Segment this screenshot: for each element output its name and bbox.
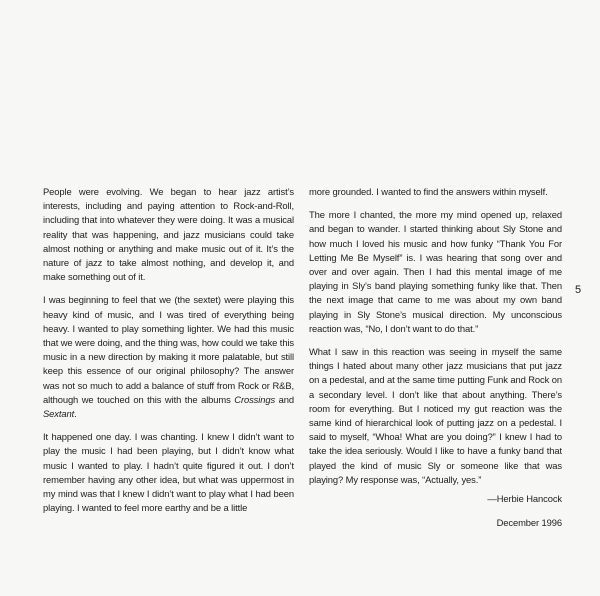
album-title: Crossings xyxy=(234,393,276,405)
paragraph: It happened one day. I was chanting. I knew I didn’t want to play the music I had been playing, but I didn’t know what music I wanted to play. I hadn’t quite figured it out. I don’t remember having any other idea, but what was uppermost in my mind was that I knew I didn’t want to play what I had been playing. I wanted to feel more earthy and be a little xyxy=(43,431,294,514)
page-number: 5 xyxy=(575,284,582,296)
paragraph-text: I was beginning to feel that we (the sextet) were playing this heavy kind of music, and I was tired of everything being heavy. I wanted to play something lighter. We had this music that we were doing, and the thing was, how could we take this music in a new direction by making it more palatable, but still keep this essence of our original philosophy? The answer was not so much to add a balance of stuff from Rock or R&B, although we touched on this with the albums xyxy=(43,294,294,405)
paragraph-text: . xyxy=(74,408,77,420)
left-column xyxy=(43,185,294,524)
paragraph: What I saw in this reaction was seeing in myself the same things I hated about many other jazz musicians that put jazz on a pedestal, and at the same time putting Funk and Rock on a secondary level. I don’t like that about anything. There’s room for everything. But I noticed my gut reaction was the same kind of hierarchical look of putting jazz on a pedestal. I said to myself, “Whoa! What are you doing?” I knew I had to take the idea seriously. Would I like to have a funky band that played the kind of music Sly or someone like that was playing? My response was, “Actually, yes.” xyxy=(309,346,562,485)
right-column xyxy=(309,185,562,539)
album-title: Sextant xyxy=(43,408,75,420)
signature-date: December 1996 xyxy=(496,516,562,528)
paragraph: The more I chanted, the more my mind opened up, relaxed and began to wander. I started thinking about Sly Stone and how much I loved his music and how funky “Thank You For Letting Me Be Myself” is. I was hearing that song over and over and over again. Then I had this mental image of me playing in Sly’s band playing something funky like that. Then the next image that came to me was about my own band playing in Sly Stone’s musical direction. My unconscious reaction was, “No, I don’t want to do that.” xyxy=(309,209,562,334)
signature-name: —Herbie Hancock xyxy=(487,493,562,505)
paragraph xyxy=(43,293,294,421)
paragraph: more grounded. I wanted to find the answers within myself. xyxy=(309,186,548,197)
paragraph: People were evolving. We began to hear jazz artist’s interests, including and paying attention to Rock-and-Roll, including that into whatever they were doing. It was a musical reality that was happening, and jazz musicians could take almost nothing or anything and make music out of it. It’s the nature of jazz to take almost nothing, and develop it, and make something out of it. xyxy=(43,186,294,283)
paragraph-text: and xyxy=(275,393,294,405)
